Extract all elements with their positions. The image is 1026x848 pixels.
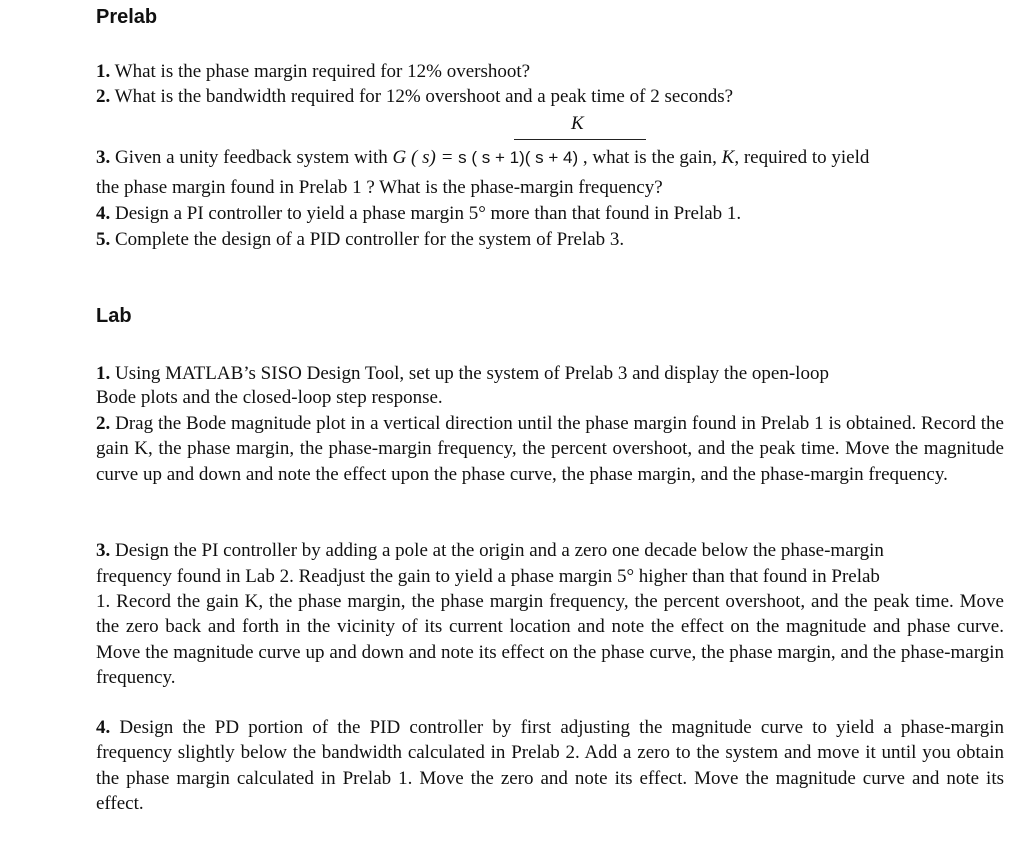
lab-step-3-continued: 1. Record the gain K, the phase margin, the phase margin frequency, the percent overshoot, and the peak time. Move the zero back and forth in the vicinity of its current location and note the effect on the magnitude and phase curve. Move the magnitude curve up and down and note its effect on the phase curve, the phase margin, and the phase-margin frequency. xyxy=(96,591,1004,688)
lab-step-3-line-2: frequency found in Lab 2. Readjust the gain to yield a phase margin 5° higher than that found in Prelab xyxy=(96,566,880,587)
question-number: 2. xyxy=(96,86,111,107)
prelab-question-3-continued: the phase margin found in Prelab 1 ? What is the phase-margin frequency? xyxy=(96,177,663,198)
step-text: Using MATLAB’s SISO Design Tool, set up the system of Prelab 3 and display the open-loop xyxy=(110,363,829,384)
transfer-function-label: G ( s) = xyxy=(392,147,459,168)
step-text: Drag the Bode magnitude plot in a vertical direction until the phase margin found in Prelab 1 is obtained. Record the gain K, the phase margin, the phase-margin frequency, the percent overshoot, and the peak time. Move the magnitude curve up and down and note the effect upon the phase curve, the phase margin, and the phase-margin frequency. xyxy=(96,413,1004,485)
step-number: 3. xyxy=(96,540,111,561)
lab-step-3 xyxy=(96,539,884,563)
question-text: , what is the gain, xyxy=(582,147,722,168)
prelab-heading: Prelab xyxy=(96,6,158,28)
question-text: Design a PI controller to yield a phase margin 5° more than that found in Prelab 1. xyxy=(110,203,742,224)
transfer-function-numerator: K xyxy=(571,113,584,134)
lab-step-1-continued: Bode plots and the closed-loop step response. xyxy=(96,387,443,408)
step-number: 4. xyxy=(96,717,111,738)
transfer-function-denominator: s ( s + 1)( s + 4) xyxy=(458,148,583,167)
lab-step-4 xyxy=(96,715,1004,816)
question-text: , required to yield xyxy=(734,147,870,168)
step-number: 2. xyxy=(96,413,111,434)
question-number: 5. xyxy=(96,229,111,250)
step-text: Design the PI controller by adding a pole at the origin and a zero one decade below the phase-margin xyxy=(110,540,884,561)
lab-step-1 xyxy=(96,362,829,386)
step-text: Design the PD portion of the PID controller by first adjusting the magnitude curve to yield a phase-margin frequency slightly below the bandwidth calculated in Prelab 2. Add a zero to the system and move it until you obtain the phase margin calculated in Prelab 1. Move the zero and note its effect. Move the magnitude curve and note its effect. xyxy=(96,717,1004,814)
question-text: Complete the design of a PID controller for the system of Prelab 3. xyxy=(110,229,625,250)
question-text: What is the phase margin required for 12% overshoot? xyxy=(110,61,531,82)
gain-symbol: K xyxy=(721,147,735,168)
lab-heading: Lab xyxy=(96,305,132,327)
question-number: 3. xyxy=(96,147,111,168)
prelab-question-1 xyxy=(96,60,530,84)
question-number: 4. xyxy=(96,203,111,224)
prelab-question-3 xyxy=(96,146,869,170)
lab-step-2 xyxy=(96,411,1004,487)
question-number: 1. xyxy=(96,61,111,82)
step-number: 1. xyxy=(96,363,111,384)
question-text: Given a unity feedback system with xyxy=(110,147,393,168)
prelab-question-2 xyxy=(96,85,733,109)
question-text: What is the bandwidth required for 12% overshoot and a peak time of 2 seconds? xyxy=(110,86,734,107)
prelab-question-5 xyxy=(96,228,624,252)
prelab-question-4 xyxy=(96,202,741,226)
fraction-bar xyxy=(514,139,646,140)
